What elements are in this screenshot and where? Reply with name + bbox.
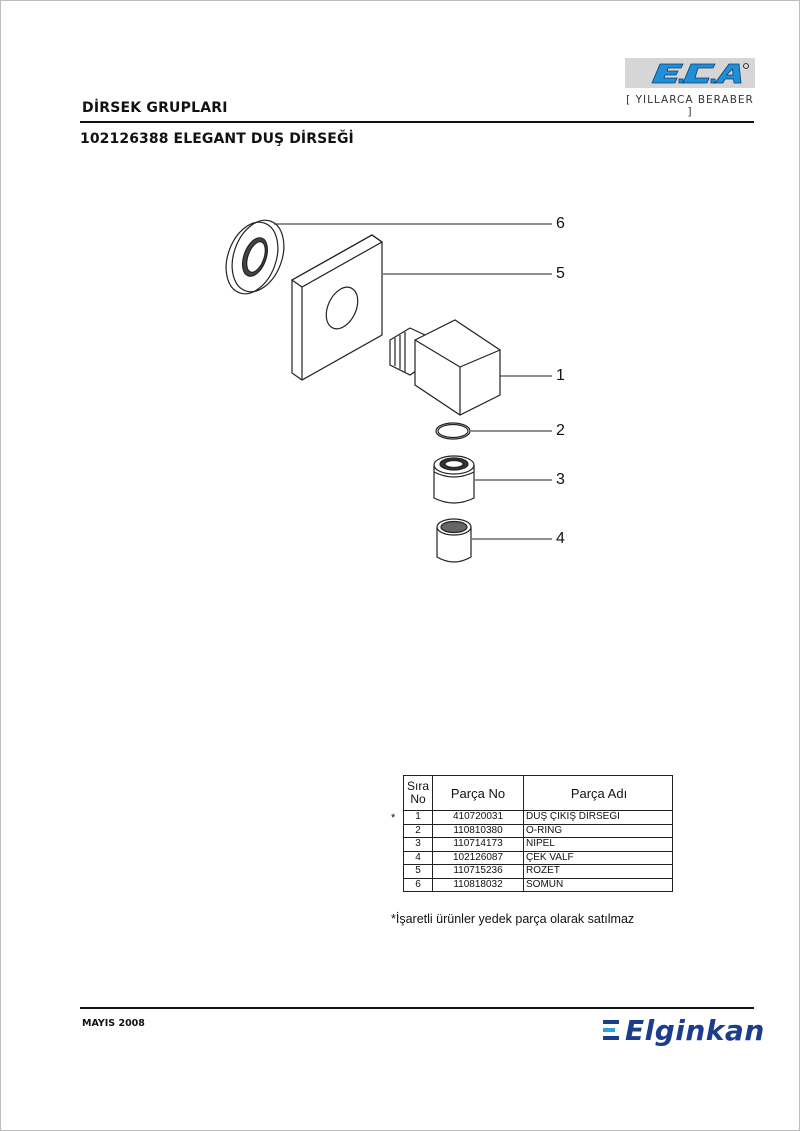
cell-parca-adi: DUŞ ÇIKIŞ DİRSEĞİ [524,811,673,825]
diagram-drawing [200,200,600,580]
eca-logo-mark [625,58,755,88]
cell-sira: 6 [404,878,433,892]
part-6-somun [217,213,293,301]
cell-parca-no: 102126087 [433,851,524,865]
cell-parca-adi: SOMUN [524,878,673,892]
date-label: MAYIS 2008 [82,1018,145,1029]
cell-sira: 3 [404,838,433,852]
company-name: Elginkan [625,1014,765,1047]
callout-5: 5 [556,265,565,282]
callout-6: 6 [556,215,565,232]
callout-4: 4 [556,530,565,547]
cell-parca-adi: ROZET [524,865,673,879]
cell-sira: 2 [404,824,433,838]
footer-rule [80,1007,754,1009]
header-parca-adi: Parça Adı [524,776,673,811]
table-row [404,838,673,852]
part-5-rozet [292,235,382,380]
section-title: DİRSEK GRUPLARI [82,100,228,116]
elginkan-mark-icon [603,1020,621,1042]
part-4-cek-valf [437,519,471,562]
cell-parca-adi: ÇEK VALF [524,851,673,865]
callout-2: 2 [556,422,565,439]
header-sira-no: Sıra No [404,776,433,811]
footnote: *İşaretli ürünler yedek parça olarak satılmaz [391,912,635,926]
starred-row-mark: * [391,812,396,824]
cell-parca-adi: NİPEL [524,838,673,852]
eca-logo [625,58,755,88]
header-rule [80,121,754,123]
cell-sira: 1 [404,811,433,825]
part-2-o-ring [436,423,470,439]
table-row [404,865,673,879]
exploded-parts-diagram [200,200,600,580]
cell-parca-adi: O-RİNG [524,824,673,838]
cell-parca-no: 110715236 [433,865,524,879]
cell-parca-no: 110810380 [433,824,524,838]
cell-parca-no: 110818032 [433,878,524,892]
table-row [404,851,673,865]
cell-parca-no: 110714173 [433,838,524,852]
table-row [404,811,673,825]
parts-table [403,775,673,892]
product-title: 102126388 ELEGANT DUŞ DİRSEĞİ [80,131,354,147]
table-row [404,824,673,838]
part-1-dirsek [390,320,500,415]
callout-1: 1 [556,367,565,384]
table-row [404,878,673,892]
cell-sira: 4 [404,851,433,865]
cell-sira: 5 [404,865,433,879]
header-parca-no: Parça No [433,776,524,811]
cell-parca-no: 410720031 [433,811,524,825]
callout-3: 3 [556,471,565,488]
part-3-nipel [434,456,474,503]
table-header-row [404,776,673,811]
logo-tagline: [ YILLARCA BERABER ] [626,94,754,118]
